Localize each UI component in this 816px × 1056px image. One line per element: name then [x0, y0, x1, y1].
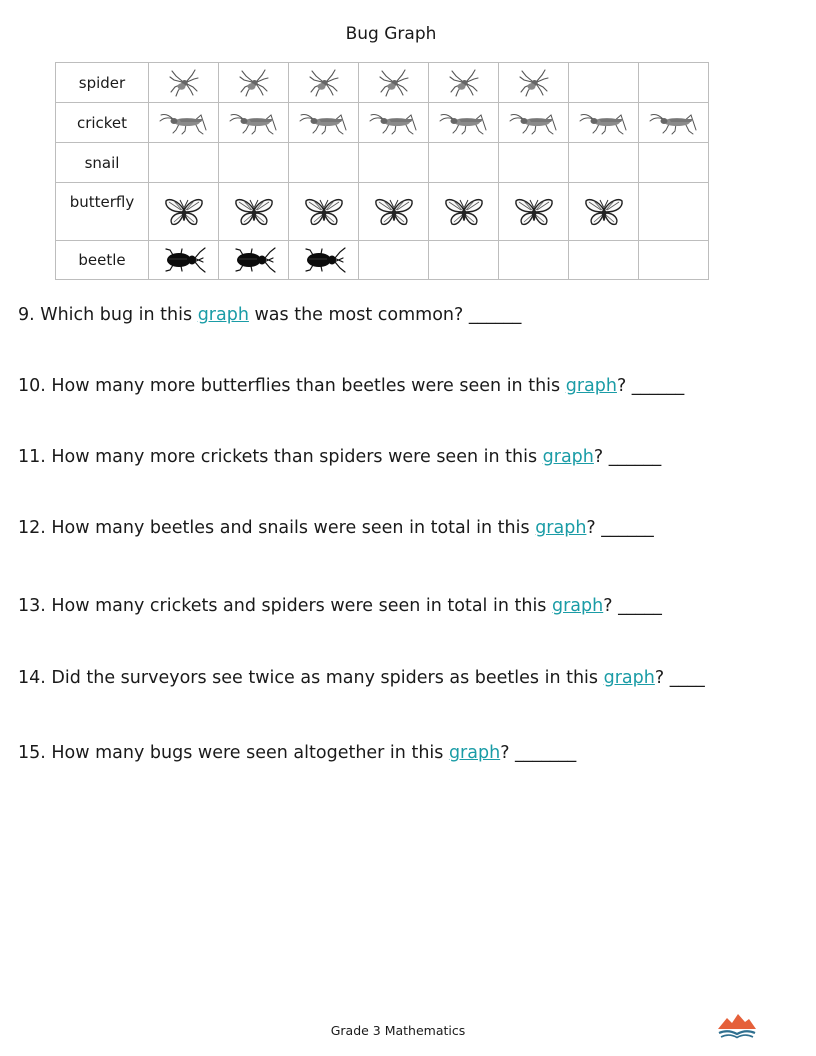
question-12: [18, 518, 654, 538]
question-15-blank: ? _______: [500, 743, 577, 763]
row-label: snail: [56, 143, 149, 183]
row-label: spider: [56, 63, 149, 103]
empty-cell: [639, 143, 709, 183]
beetle-icon: [219, 241, 289, 280]
cricket-icon: [359, 103, 429, 143]
butterfly-icon: [289, 183, 359, 241]
empty-cell: [429, 143, 499, 183]
cricket-icon: [289, 103, 359, 143]
question-10: [18, 376, 684, 396]
empty-cell: [429, 241, 499, 280]
empty-cell: [499, 241, 569, 280]
question-9-blank: was the most common? ______: [248, 305, 522, 325]
cricket-icon: [149, 103, 219, 143]
spider-icon: [499, 63, 569, 103]
spider-icon: [219, 63, 289, 103]
question-15: [18, 743, 576, 763]
empty-cell: [569, 63, 639, 103]
question-14-text: 14. Did the surveyors see twice as many spiders as beetles in this: [18, 668, 604, 688]
graph-link[interactable]: graph: [603, 668, 655, 688]
butterfly-icon: [359, 183, 429, 241]
pictograph-row-snail: [56, 143, 709, 183]
pictograph-row-spider: [56, 63, 709, 103]
empty-cell: [639, 183, 709, 241]
question-14: [18, 668, 705, 688]
spider-icon: [429, 63, 499, 103]
question-14-blank: ? ____: [654, 668, 705, 688]
row-label: beetle: [56, 241, 149, 280]
pictograph-row-butterfly: [56, 183, 709, 241]
row-label: cricket: [56, 103, 149, 143]
question-10-blank: ? ______: [616, 376, 685, 396]
row-label: butterfly: [56, 183, 149, 241]
empty-cell: [359, 143, 429, 183]
empty-cell: [569, 143, 639, 183]
cricket-icon: [639, 103, 709, 143]
empty-cell: [359, 241, 429, 280]
empty-cell: [639, 241, 709, 280]
question-10-text: 10. How many more butterflies than beetles were seen in this: [18, 376, 566, 396]
butterfly-icon: [219, 183, 289, 241]
empty-cell: [569, 241, 639, 280]
empty-cell: [639, 63, 709, 103]
graph-link[interactable]: graph: [552, 596, 604, 616]
question-9-text: 9. Which bug in this: [18, 305, 198, 325]
question-15-text: 15. How many bugs were seen altogether in this: [18, 743, 449, 763]
graph-link[interactable]: graph: [197, 305, 249, 325]
question-11-blank: ? ______: [593, 447, 662, 467]
spider-icon: [149, 63, 219, 103]
graph-link[interactable]: graph: [448, 743, 501, 763]
cricket-icon: [219, 103, 289, 143]
empty-cell: [149, 143, 219, 183]
spider-icon: [359, 63, 429, 103]
question-13-text: 13. How many crickets and spiders were seen in total in this: [18, 596, 552, 616]
graph-link[interactable]: graph: [535, 518, 587, 538]
empty-cell: [499, 143, 569, 183]
butterfly-icon: [149, 183, 219, 241]
empty-cell: [289, 143, 359, 183]
bug-pictograph: [55, 62, 709, 280]
question-11-text: 11. How many more crickets than spiders were seen in this: [18, 447, 543, 467]
graph-link[interactable]: graph: [565, 376, 617, 396]
empty-cell: [219, 143, 289, 183]
cricket-icon: [569, 103, 639, 143]
question-12-blank: ? ______: [586, 518, 654, 538]
butterfly-icon: [499, 183, 569, 241]
butterfly-icon: [569, 183, 639, 241]
butterfly-icon: [429, 183, 499, 241]
question-12-text: 12. How many beetles and snails were seen in total in this: [18, 518, 536, 538]
beetle-icon: [149, 241, 219, 280]
page-title: Bug Graph: [345, 24, 437, 44]
question-13-blank: ? _____: [603, 596, 662, 616]
question-13: [18, 596, 662, 616]
graph-link[interactable]: graph: [542, 447, 594, 467]
question-9: [18, 305, 521, 325]
pictograph-row-beetle: [56, 241, 709, 280]
beetle-icon: [289, 241, 359, 280]
question-11: [18, 447, 661, 467]
pictograph-row-cricket: [56, 103, 709, 143]
page-footer: Grade 3 Mathematics: [330, 1023, 466, 1038]
publisher-logo-icon: [716, 1011, 758, 1039]
cricket-icon: [429, 103, 499, 143]
cricket-icon: [499, 103, 569, 143]
spider-icon: [289, 63, 359, 103]
